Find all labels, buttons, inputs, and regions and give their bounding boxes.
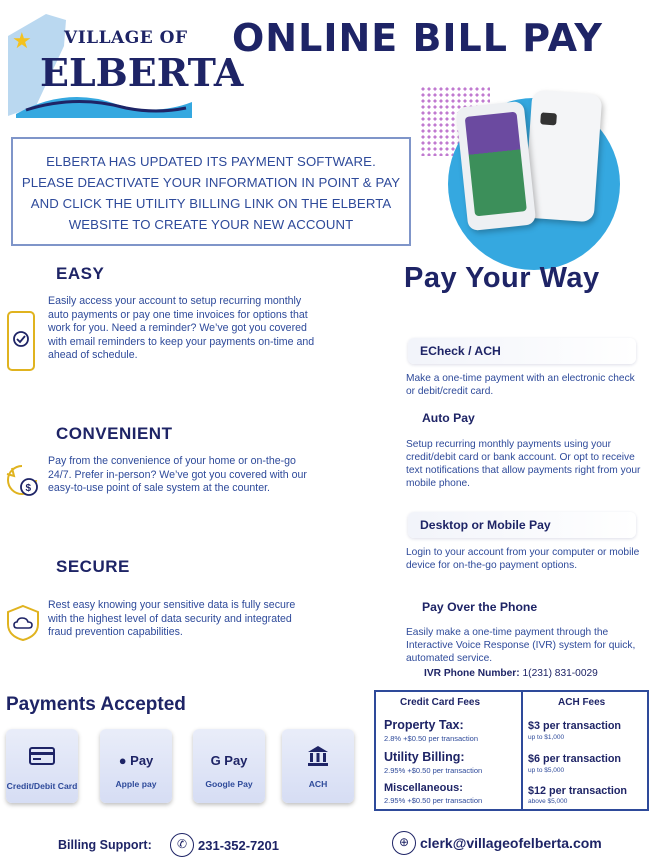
feature-text-easy: Easily access your account to setup recurring monthly auto payments or pay one time invoices for options that work for you. Need a reminder? We’ve got you covered with email reminders to keep your payments on-time and ahead of schedule. <box>48 295 315 362</box>
payment-method-label: Google Pay <box>205 779 253 789</box>
support-phone-link[interactable]: 231-352-7201 <box>198 838 279 853</box>
star-icon: ★ <box>12 28 32 53</box>
payment-method-label: Credit/Debit Card <box>6 781 78 791</box>
logo-line1: VILLAGE OF <box>64 28 188 48</box>
feature-text-convenient: Pay from the convenience of your home or on-the-go 24/7. Prefer in-person? We’ve got you covered with our easy-to-use point of sale system at the counter. <box>48 455 307 495</box>
svg-text:$: $ <box>25 483 32 494</box>
credit-card-icon <box>6 745 78 771</box>
feature-heading-secure: SECURE <box>56 557 130 576</box>
option-text-echeck: Make a one-time payment with an electronic check or debit/credit card. <box>406 373 635 397</box>
ach-fee-amount: $12 per transaction <box>528 785 628 797</box>
option-heading-autopay: Auto Pay <box>422 411 475 425</box>
payment-method-card <box>6 729 78 803</box>
bank-icon <box>282 745 354 771</box>
ivr-number: 1(231) 831-0029 <box>522 668 598 679</box>
ach-fee-amount: $3 per transaction <box>528 720 622 732</box>
phone-icon: ✆ <box>170 833 194 857</box>
card-reader-front-graphic <box>456 101 537 231</box>
phone-check-icon <box>6 310 36 377</box>
ach-fees-header: ACH Fees <box>558 697 606 708</box>
fee-detail: 2.95% +$0.50 per transaction <box>384 766 483 775</box>
fee-detail: 2.8% +$0.50 per transaction <box>384 734 479 743</box>
ivr-phone-line <box>424 668 598 679</box>
village-logo <box>6 6 244 122</box>
google-pay-icon: G Pay <box>210 753 248 768</box>
card-reader-back-graphic <box>524 90 603 223</box>
ach-fee-amount: $6 per transaction <box>528 753 622 765</box>
payment-method-google-pay <box>193 729 265 803</box>
payment-method-label: Apple pay <box>115 779 157 789</box>
fee-name: Property Tax: <box>384 718 464 732</box>
option-text-desktop: Login to your account from your computer or mobile device for on-the-go payment options. <box>406 547 640 571</box>
clock-dollar-icon <box>4 462 40 503</box>
ivr-label: IVR Phone Number: <box>424 668 520 679</box>
fee-name: Utility Billing: <box>384 750 465 764</box>
option-heading-phone: Pay Over the Phone <box>422 600 538 614</box>
option-text-phone: Easily make a one-time payment through the Interactive Voice Response (IVR) system for quick, automated service. <box>406 627 636 664</box>
ach-fee-limit: above $5,000 <box>528 798 568 805</box>
option-text-autopay: Setup recurring monthly payments using your credit/debit card or bank account. Or opt to receive text notifications that allow payments right from your mobile phone. <box>406 439 641 489</box>
fees-divider <box>521 692 523 809</box>
ach-fee-limit: up to $5,000 <box>528 767 565 774</box>
pay-your-way-title: Pay Your Way <box>404 262 600 294</box>
feature-heading-convenient: CONVENIENT <box>56 424 173 443</box>
feature-heading-easy: EASY <box>56 264 105 283</box>
option-heading-echeck: ECheck / ACH <box>420 344 501 358</box>
payment-method-apple-pay <box>100 729 172 803</box>
option-heading-desktop: Desktop or Mobile Pay <box>420 518 551 532</box>
apple-pay-icon: ● Pay <box>118 753 154 768</box>
billing-support-label: Billing Support: <box>58 838 152 852</box>
fees-table <box>374 690 649 811</box>
fee-detail: 2.95% +$0.50 per transaction <box>384 796 483 805</box>
fee-name: Miscellaneous: <box>384 782 463 794</box>
shield-cloud-icon <box>6 604 40 647</box>
feature-text-secure: Rest easy knowing your sensitive data is fully secure with the highest level of data security and integrated fraud prevention capabilities. <box>48 599 296 639</box>
payment-method-ach <box>282 729 354 803</box>
page-title: ONLINE BILL PAY <box>232 16 603 60</box>
payments-accepted-title: Payments Accepted <box>6 694 186 715</box>
globe-icon: ⊕ <box>392 831 416 855</box>
credit-fees-header: Credit Card Fees <box>400 697 481 708</box>
payment-method-label: ACH <box>308 779 328 789</box>
update-notice: ELBERTA HAS UPDATED ITS PAYMENT SOFTWARE. PLEASE DEACTIVATE YOUR INFORMATION IN POINT & PAY AND CLICK THE UTILITY BILLING LINK ON THE ELBERTA WEBSITE TO CREATE YOUR NEW ACCOUNT <box>11 137 411 246</box>
logo-line2: ELBERTA <box>40 50 244 95</box>
support-email-link[interactable]: clerk@villageofelberta.com <box>420 835 602 851</box>
ach-fee-limit: up to $1,000 <box>528 734 565 741</box>
